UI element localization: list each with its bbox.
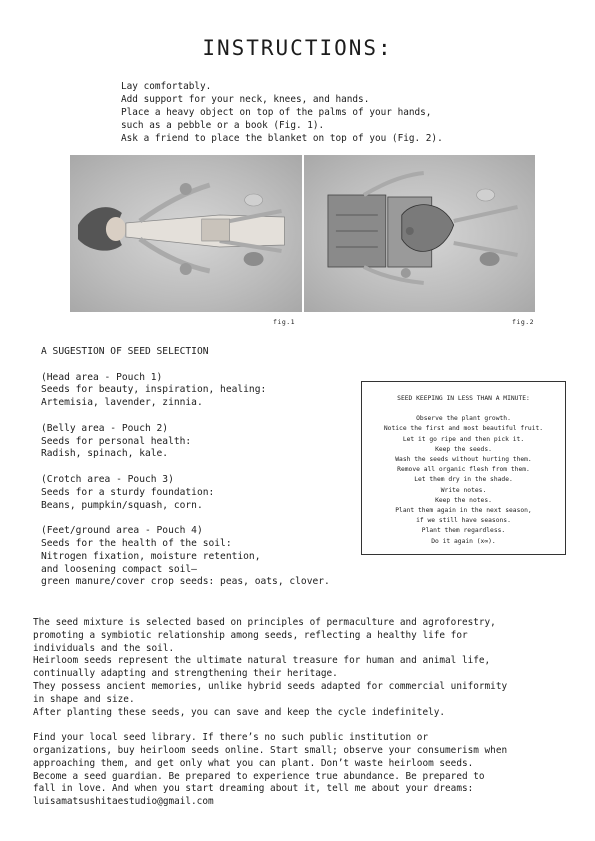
seed-group-line: Seeds for the health of the soil: [41,537,232,549]
paragraph-1-line: in shape and size. [33,693,135,705]
seed-keeping-step: if we still have seasons. [416,517,511,525]
seed-group-line: and loosening compact soil— [41,563,197,575]
paragraph-2-line: Find your local seed library. If there’s no such public institution or [33,732,429,744]
paragraph-1-line: continually adapting and strengthening their heritage. [33,668,338,680]
contact-email[interactable]: luisamatsushitaestudio@gmail.com [33,796,214,808]
seed-group-crotch [41,474,371,512]
seed-keeping-title: SEED KEEPING IN LESS THAN A MINUTE: [397,395,530,402]
paragraph-gap [33,719,578,732]
seed-group-line: (Feet/ground area - Pouch 4) [41,525,203,537]
figure-1-photo [70,155,302,312]
seed-group-line: (Belly area - Pouch 2) [41,422,169,434]
seed-keeping-step: Plant them regardless. [421,527,506,535]
paragraph-2-line: approaching them, and get only what you can plant. Don’t waste heirloom seeds. [33,757,474,769]
paragraph-1-line: The seed mixture is selected based on principles of permaculture and agroforestry, [33,617,496,628]
seed-keeping-step: Remove all organic flesh from them. [397,466,530,474]
seed-group-line: Seeds for a sturdy foundation: [41,486,215,498]
intro-line: Lay comfortably. [121,81,212,92]
intro-line: Add support for your neck, knees, and hands. [121,94,370,105]
seed-keeping-step: Write notes. [440,486,487,494]
seed-group-line: Beans, pumpkin/squash, corn. [41,499,203,511]
figure-2-photo [304,155,536,312]
figure-photos [70,155,535,312]
seed-keeping-step: Let it go ripe and then pick it. [402,435,525,443]
seed-keeping-step: Do it again (x∞). [431,537,496,545]
seed-selection-heading: A SUGESTION OF SEED SELECTION [41,346,209,357]
seed-group-line: Artemisia, lavender, zinnia. [41,397,203,409]
seed-keeping-step: Notice the first and most beautiful fruit. [383,425,544,433]
seed-group-head [41,372,371,410]
paragraph-2-line: Become a seed guardian. Be prepared to experience true abundance. Be prepared to [33,770,485,782]
paragraph-1-line: promoting a symbiotic relationship among seeds, reflecting a healthy life for [33,629,468,641]
seed-group-line: Nitrogen fixation, moisture retention, [41,550,261,562]
seed-keeping-step: Wash the seeds without hurting them. [395,456,532,464]
paragraph-1-line: Heirloom seeds represent the ultimate natural treasure for human and animal life, [33,655,491,667]
figure-1-caption: fig.1 [273,318,296,326]
paragraph-2-line: fall in love. And when you start dreaming about it, tell me about your dreams: [33,783,474,795]
intro-instructions [121,80,561,145]
paragraph-2-line: organizations, buy heirloom seeds online. Start small; observe your consumerism when [33,744,508,756]
intro-line: Place a heavy object on top of the palms of your hands, [121,107,432,118]
seed-group-line: Seeds for personal health: [41,435,192,447]
seed-keeping-step: Let them dry in the shade. [414,476,513,484]
paragraph-1-line: They possess ancient memories, unlike hybrid seeds adapted for commercial uniformity [33,680,508,692]
seed-group-line: Radish, spinach, kale. [41,448,169,460]
seed-group-line: (Head area - Pouch 1) [41,371,163,383]
seed-keeping-step: Observe the plant growth. [416,415,511,423]
seed-group-line: green manure/cover crop seeds: peas, oats, clover. [41,576,330,588]
paragraph-1-line: After planting these seeds, you can save and keep the cycle indefinitely. [33,706,446,718]
figure-2-caption: fig.2 [512,318,535,326]
intro-line: Ask a friend to place the blanket on top of you (Fig. 2). [121,133,443,144]
seed-group-line: (Crotch area - Pouch 3) [41,473,174,485]
seed-selection-section [41,346,371,602]
seed-group-line: Seeds for beauty, inspiration, healing: [41,384,267,396]
paragraph-1-line: individuals and the soil. [33,642,175,654]
seed-keeping-step: Keep the seeds. [435,445,492,453]
seed-group-feet [41,525,371,589]
seed-keeping-step: Plant them again in the next season, [395,507,532,515]
seed-group-belly [41,423,371,461]
page-title: INSTRUCTIONS: [202,36,393,60]
seed-keeping-step: Keep the notes. [435,496,492,504]
intro-line: such as a pebble or a book (Fig. 1). [121,120,325,131]
closing-text [33,617,578,809]
seed-keeping-box [361,381,566,555]
